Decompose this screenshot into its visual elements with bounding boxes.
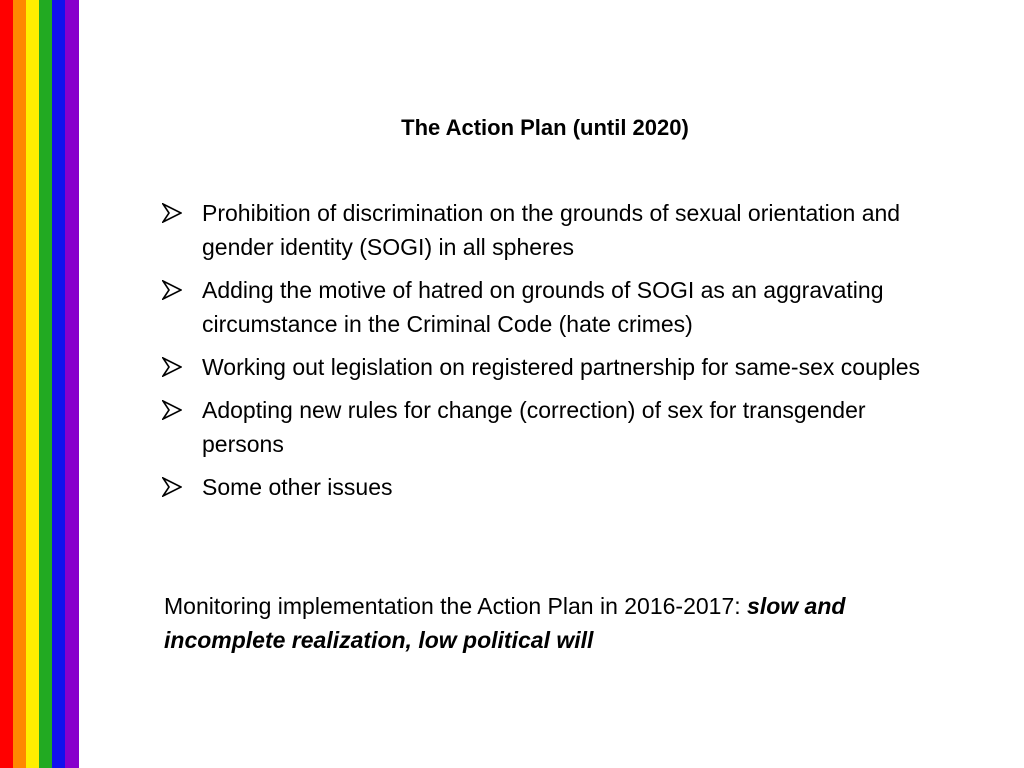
summary-emphasis: slow and incomplete realization, low political will [164, 593, 846, 653]
arrow-bullet-icon [162, 357, 182, 377]
bullet-list [160, 196, 950, 513]
bullet-text: Prohibition of discrimination on the grounds of sexual orientation and gender identity (SOGI) in all spheres [202, 200, 901, 260]
bullet-item [160, 393, 950, 461]
arrow-bullet-icon [162, 400, 182, 420]
bullet-item [160, 470, 950, 504]
bullet-text: Adding the motive of hatred on grounds of SOGI as an aggravating circumstance in the Criminal Code (hate crimes) [202, 277, 884, 337]
bullet-text: Some other issues [202, 474, 393, 500]
bullet-item [160, 350, 950, 384]
bullet-item [160, 273, 950, 341]
monitoring-summary [164, 589, 964, 657]
bullet-text: Working out legislation on registered partnership for same-sex couples [202, 354, 921, 380]
bullet-item [160, 196, 950, 264]
summary-lead: Monitoring implementation the Action Plan in 2016-2017: [164, 593, 748, 619]
bullet-text: Adopting new rules for change (correction) of sex for transgender persons [202, 397, 866, 457]
slide-title: The Action Plan (until 2020) [401, 115, 689, 140]
arrow-bullet-icon [162, 203, 182, 223]
arrow-bullet-icon [162, 280, 182, 300]
arrow-bullet-icon [162, 477, 182, 497]
